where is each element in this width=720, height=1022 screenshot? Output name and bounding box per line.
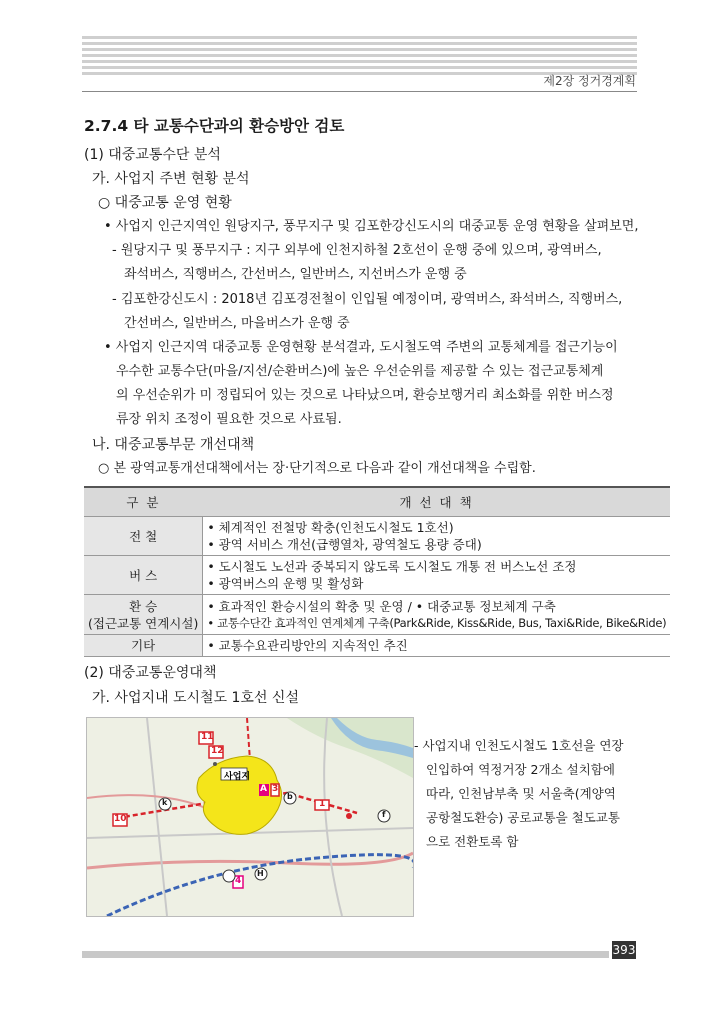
- table-header-category: 구 분: [84, 487, 203, 517]
- table-row: [84, 595, 670, 635]
- table-cell-measures: [203, 517, 671, 556]
- map-marker: 3: [272, 784, 279, 794]
- part1-dash1-line1: - 원당지구 및 풍무지구 : 지구 외부에 인천지하철 2호선이 운행 중에 있으며, 광역버스,: [112, 243, 602, 258]
- map-marker: 4: [235, 876, 242, 886]
- part1-bullet1: • 사업지 인근지역인 원당지구, 풍무지구 및 김포한강신도시의 대중교통 운영 현황을 살펴보면,: [104, 219, 639, 234]
- part1-sub-b: 나. 대중교통부문 개선대책: [92, 437, 255, 453]
- chapter-title: 제2장 정거경계획: [543, 74, 636, 88]
- table-cell-category: [84, 517, 203, 556]
- part1-dash1-line2: 좌석버스, 직행버스, 간선버스, 일반버스, 지선버스가 운행 중: [124, 267, 467, 282]
- part1-dash2-line1: - 김포한강신도시 : 2018년 김포경전철이 인입될 예정이며, 광역버스, 좌석버스, 직행버스,: [112, 292, 623, 307]
- map-description-line: 으로 전환토록 함: [426, 834, 519, 849]
- table-row: [84, 556, 670, 595]
- category-label: 버 스: [129, 567, 158, 583]
- header-rule: [82, 91, 637, 92]
- map-marker: 10: [114, 814, 127, 824]
- measure-line: • 체계적인 전철망 확충(인천도시철도 1호선): [207, 520, 454, 535]
- site-location-map: [86, 717, 414, 917]
- map-site-label: 사업지: [224, 772, 251, 782]
- table-cell-category: [84, 556, 203, 595]
- measure-line: • 광역버스의 운행 및 활성화: [207, 576, 364, 591]
- category-label: 기타: [131, 638, 156, 653]
- map-description-line: 인입하여 역정거장 2개소 설치함에: [426, 762, 615, 777]
- part1-bullet2-line2: 우수한 교통수단(마을/지선/순환버스)에 높은 우선순위를 제공할 수 있는 접근교통체계: [116, 364, 604, 379]
- table-cell-measures: [203, 595, 671, 635]
- part2-heading: (2) 대중교통운영대책: [84, 665, 217, 681]
- map-description-line: 따라, 인천남부축 및 서울축(계양역: [426, 786, 616, 801]
- measure-line: • 광역 서비스 개선(급행열차, 광역철도 용량 증대): [207, 537, 482, 552]
- part1-dash2-line2: 간선버스, 일반버스, 마을버스가 운행 중: [124, 316, 350, 331]
- part1-sub-a: 가. 사업지 주변 현황 분석: [92, 171, 250, 187]
- part1-sub-b-item: ○ 본 광역교통개선대책에서는 장·단기적으로 다음과 같이 개선대책을 수립함.: [98, 461, 536, 476]
- part1-heading: (1) 대중교통수단 분석: [84, 147, 221, 163]
- improvement-measures-table: [84, 486, 670, 657]
- map-description-line: 공항철도환승) 공로교통을 철도교통: [426, 810, 620, 825]
- map-marker: k: [162, 798, 168, 807]
- table-header-measures: 개 선 대 책: [203, 487, 671, 517]
- map-marker: A: [260, 784, 267, 794]
- header-stripe: [82, 36, 637, 76]
- measure-line: • 교통수단간 효과적인 연계체계 구축(Park&Ride, Kiss&Ride, Bus, Taxi&Ride, Bike&Ride): [207, 615, 667, 630]
- map-graphic: [87, 718, 413, 916]
- category-label: 환 승: [129, 598, 158, 614]
- map-marker: 12: [211, 746, 224, 756]
- measure-line: • 효과적인 환승시설의 확충 및 운영 / • 대중교통 정보체계 구축: [207, 598, 556, 614]
- map-marker: 11: [201, 732, 214, 742]
- table-header-row: [84, 487, 670, 517]
- measure-line: • 도시철도 노선과 중복되지 않도록 도시철도 개통 전 버스노선 조정: [207, 559, 577, 574]
- category-sublabel: (접근교통 연계시설): [88, 615, 199, 631]
- map-marker: H: [257, 869, 264, 878]
- map-marker: f: [382, 810, 386, 819]
- part1-item: ○ 대중교통 운영 현황: [98, 195, 232, 211]
- page-number: 393: [612, 943, 636, 957]
- measure-line: • 교통수요관리방안의 지속적인 추진: [207, 638, 408, 653]
- map-marker: 1: [319, 799, 326, 809]
- part2-sub-a: 가. 사업지내 도시철도 1호선 신설: [92, 690, 299, 706]
- table-cell-category: [84, 595, 203, 635]
- table-cell-measures: [203, 556, 671, 595]
- map-marker: b: [287, 792, 293, 801]
- footer-bar: [82, 951, 609, 958]
- part1-bullet2-line4: 류장 위치 조정이 필요한 것으로 사료됨.: [116, 412, 342, 427]
- part1-bullet2-line1: • 사업지 인근지역 대중교통 운영현황 분석결과, 도시철도역 주변의 교통체계를 접근기능이: [104, 340, 618, 355]
- category-label: 전 철: [129, 528, 158, 544]
- table-cell-category: [84, 635, 203, 657]
- table-row: [84, 517, 670, 556]
- map-description-line: - 사업지내 인천도시철도 1호선을 연장: [414, 738, 624, 753]
- table-cell-measures: [203, 635, 671, 657]
- part1-bullet2-line3: 의 우선순위가 미 정립되어 있는 것으로 나타났으며, 환승보행거리 최소화를 위한 버스정: [116, 388, 614, 403]
- section-title: 2.7.4 타 교통수단과의 환승방안 검토: [84, 117, 345, 135]
- map-description: [414, 734, 623, 854]
- table-row: [84, 635, 670, 657]
